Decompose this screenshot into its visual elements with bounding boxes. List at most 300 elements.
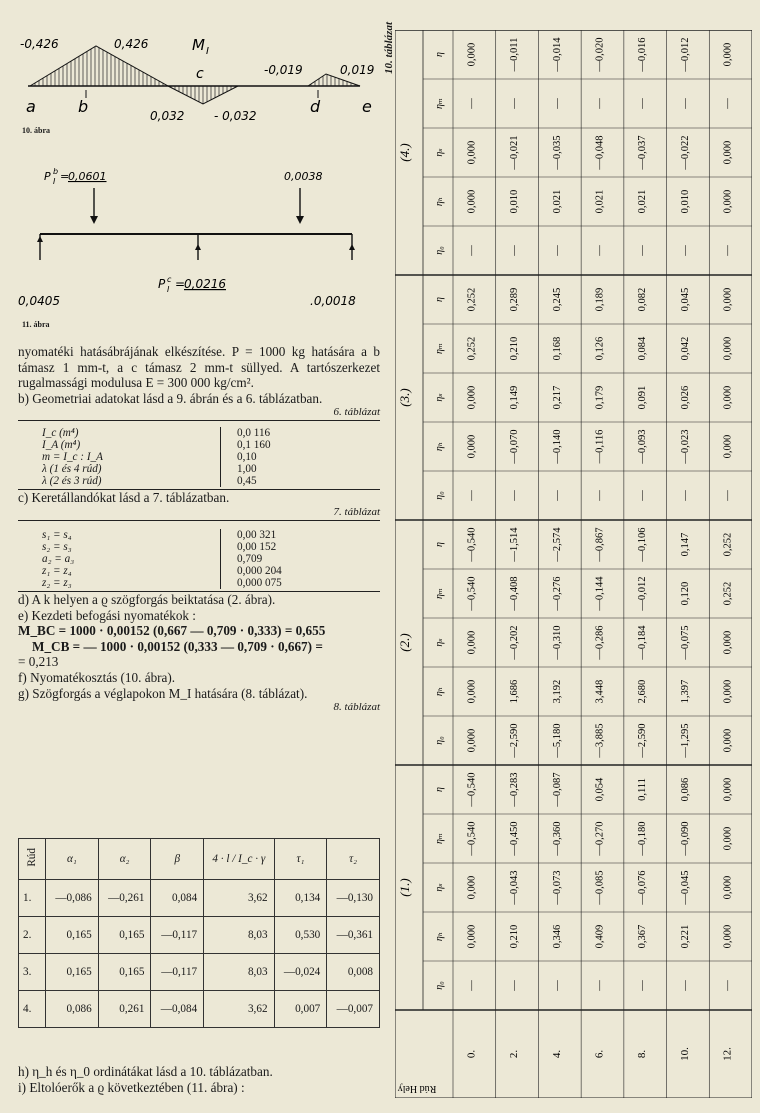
table-10-cell: —0,014 — [551, 37, 563, 72]
table-10-cell: — — [509, 98, 521, 109]
paragraph-2: b) Geometriai adatokat lásd a 9. ábrán és a 6. táblázatban. — [18, 390, 323, 406]
figure-11-forces — [18, 160, 380, 320]
table-10-cell: — — [551, 980, 563, 991]
text-block — [18, 344, 380, 713]
table-10-cell: 0,000 — [722, 875, 734, 900]
svg-text:=: = — [60, 170, 70, 183]
table-10-row-label: 10. — [678, 1047, 691, 1061]
paragraph-7: f) Nyomatékosztás (10. ábra). — [18, 669, 176, 685]
table-8-cell: —0,261 — [98, 880, 151, 917]
value-re: .0,0018 — [310, 294, 356, 308]
table-10-cell: 0,252 — [466, 336, 478, 361]
table-10-cell: — — [679, 245, 691, 256]
table-10-cell: — — [466, 98, 478, 109]
paragraph-9: h) η_h és η_0 ordinátákat lásd a 10. táblázatban. — [18, 1064, 273, 1079]
table-10-cell: 0,367 — [637, 924, 649, 949]
table-10-cell: —2,590 — [509, 723, 521, 758]
label-v-b: 0,426 — [114, 37, 149, 51]
label-v-bc: 0,032 — [150, 109, 185, 123]
label-v-d-left: -0,019 — [264, 63, 303, 77]
figure-10-moment-diagram — [18, 24, 380, 128]
table-7-row — [18, 553, 380, 565]
table-10-row-label: 12. — [721, 1047, 734, 1061]
table-10-cell: —0,540 — [466, 527, 478, 562]
table-8-cell: —0,117 — [151, 954, 204, 991]
figure-10-caption: 10. ábra — [22, 126, 50, 135]
table-10-cell: — — [722, 490, 734, 501]
table-10-cell: — — [466, 980, 478, 991]
table-10-cell: 0,000 — [722, 777, 734, 802]
table-8-row — [19, 880, 380, 917]
table-10-cell: — — [551, 98, 563, 109]
table-10-cell: —0,076 — [637, 870, 649, 905]
table-10-cell: —3,885 — [594, 723, 606, 758]
table-10-group-label: (3.) — [397, 388, 412, 407]
point-e: e — [362, 97, 372, 116]
table-10-cell: —0,450 — [509, 821, 521, 856]
table-6-row — [18, 427, 380, 439]
table-8-cell: 0,134 — [274, 880, 327, 917]
label-c: c — [196, 66, 204, 82]
label-v-cd: - 0,032 — [214, 109, 257, 123]
table-10-col-header: η — [434, 542, 445, 547]
table-8-cell: 8,03 — [204, 917, 274, 954]
table-10-cell: —0,035 — [551, 135, 563, 170]
text-block-bottom — [18, 1064, 380, 1095]
paragraph-5: e) Kezdeti befogási nyomatékok : — [18, 607, 196, 623]
table-10-cell: 0,252 — [466, 287, 478, 312]
table-7-row — [18, 541, 380, 553]
table-8-cell: 3. — [19, 954, 46, 991]
table-8-cell: 0,261 — [98, 991, 151, 1028]
table-10-cell: —0,106 — [637, 527, 649, 562]
table-10-cell: 0,021 — [551, 189, 563, 214]
table-10-col-header: ηₛ — [434, 148, 445, 157]
table-10-row-label: 2. — [508, 1049, 521, 1059]
table-10-cell: 0,149 — [509, 385, 521, 410]
table-10-cell: 0,000 — [722, 385, 734, 410]
table-10-cell: 0,000 — [466, 385, 478, 410]
table-6-value: 0,45 — [237, 475, 257, 488]
table-10-col-header: ηₘ — [434, 342, 445, 355]
table-7-value: 0,709 — [237, 552, 263, 565]
table-8-cell: 8,03 — [204, 954, 274, 991]
table-10-cell: — — [679, 490, 691, 501]
table-10-col-header: ηₘ — [434, 587, 445, 600]
table-8-cell: 1. — [19, 880, 46, 917]
table-10-col-header: ηₕ — [434, 441, 445, 452]
table-8-cell: 3,62 — [204, 880, 274, 917]
left-column — [18, 0, 380, 1113]
table-10-cell: —0,286 — [594, 625, 606, 660]
table-10-cell: 0,000 — [466, 140, 478, 165]
table-10-col-header: η₀ — [434, 981, 445, 990]
table-10-col-header: η₀ — [434, 246, 445, 255]
table-10-cell: —0,012 — [679, 37, 691, 72]
table-10-col-header: ηₘ — [434, 832, 445, 845]
table-6-key: λ (2 és 3 rúd) — [18, 475, 221, 487]
table-10-cell: —0,408 — [509, 576, 521, 611]
table-10-cell: — — [722, 245, 734, 256]
paragraph-4: d) A k helyen a ϱ szögforgás beiktatása (2. ábra). — [18, 591, 380, 608]
table-10-cell: 0,000 — [722, 826, 734, 851]
table-10-cell: —0,116 — [594, 429, 606, 464]
table-8-header: α₁ — [46, 839, 99, 880]
table-10-cell: — — [637, 490, 649, 501]
svg-text:I: I — [53, 177, 56, 186]
paragraph-6b: M_CB = — 1000 · 0,00152 (0,333 — 0,709 · 0,667) = — [32, 638, 323, 654]
paragraph-6c: = 0,213 — [18, 654, 59, 670]
table-10-cell: 0,289 — [509, 287, 521, 312]
table-6-value: 0,1 160 — [237, 439, 271, 452]
arrow-b — [90, 216, 98, 224]
paragraph-1: nyomatéki hatásábrájának elkészítése. P = 1000 kg hatására a b támasz 1 mm-t, a c támasz 2 mm-t süllyed. A tartószerkezet rugalmassági modulusa E = 300 000 kg/cm². — [18, 344, 380, 391]
table-8-cell: 0,086 — [46, 991, 99, 1028]
table-10-col-header: η — [434, 787, 445, 792]
table-10-cell: — — [594, 98, 606, 109]
table-10-cell: 0,252 — [722, 581, 734, 606]
table-7-key: z₁ = z₄ — [18, 565, 221, 577]
table-10-cell: —0,270 — [594, 821, 606, 856]
table-10-cell: 0,346 — [551, 924, 563, 949]
table-10-cell: 0,409 — [594, 924, 606, 949]
table-10-cell: —0,540 — [466, 821, 478, 856]
point-b: b — [78, 97, 89, 116]
table-10-cell: —0,011 — [509, 37, 521, 72]
table-10-cell: 0,084 — [637, 336, 649, 361]
table-10-row-label: 6. — [593, 1049, 606, 1059]
table-10-cell: 2,680 — [637, 679, 649, 704]
table-8-cell: 4. — [19, 991, 46, 1028]
table-10-col-header: η₀ — [434, 736, 445, 745]
table-10-col-header: ηₛ — [434, 883, 445, 892]
table-10-cell: 0,111 — [637, 778, 649, 801]
table-10-group-label: (1.) — [397, 878, 412, 897]
table-8-row — [19, 991, 380, 1028]
table-10-cell: —0,360 — [551, 821, 563, 856]
table-10-cell: 0,000 — [722, 336, 734, 361]
table-6-value: 1,00 — [237, 463, 257, 476]
table-10-cell: —0,012 — [637, 576, 649, 611]
table-10-cell: 0,000 — [722, 630, 734, 655]
table-6-title: 6. táblázat — [333, 406, 380, 419]
table-8-cell: 0,165 — [98, 917, 151, 954]
table-10-cell: 0,245 — [551, 287, 563, 312]
table-10-cell: — — [551, 490, 563, 501]
point-d: d — [310, 97, 321, 116]
table-10-col-header: ηₘ — [434, 97, 445, 110]
table-10-cell: 0,000 — [722, 140, 734, 165]
table-10-cell: 0,000 — [466, 924, 478, 949]
table-10-group-label: (2.) — [397, 633, 412, 652]
table-10-cell: 0,000 — [722, 42, 734, 67]
table-10-cell: —1,295 — [679, 723, 691, 758]
table-10-cell: 0,010 — [509, 189, 521, 214]
table-10-cell: — — [551, 245, 563, 256]
table-10-row-label: 4. — [550, 1049, 563, 1059]
arrow-up-a — [37, 236, 43, 242]
table-8-cell: —0,130 — [327, 880, 380, 917]
table-10-cell: —0,037 — [637, 135, 649, 170]
table-10-cell: — — [509, 490, 521, 501]
table-10-cell: 1,397 — [679, 679, 691, 704]
table-10-cell: — — [722, 98, 734, 109]
table-10-cell: — — [594, 245, 606, 256]
table-10-cell: —1,514 — [509, 527, 521, 562]
table-8-title: 8. táblázat — [333, 701, 380, 714]
table-10-cell: —0,085 — [594, 870, 606, 905]
table-10-col-header: ηₛ — [434, 638, 445, 647]
table-10 — [395, 30, 752, 1098]
table-10-cell: 0,010 — [679, 189, 691, 214]
table-10-cell: —0,022 — [679, 135, 691, 170]
table-10-cell: — — [722, 980, 734, 991]
table-10-cell: —0,020 — [594, 37, 606, 72]
label-moment: M — [192, 36, 205, 54]
table-10-cell: —0,023 — [679, 429, 691, 464]
table-10-cell: —0,045 — [679, 870, 691, 905]
table-10-cell: —0,540 — [466, 576, 478, 611]
svg-text:I: I — [167, 285, 170, 294]
table-10-cell: —0,276 — [551, 576, 563, 611]
table-8-cell: 0,165 — [46, 954, 99, 991]
value-pd: 0,0038 — [284, 170, 323, 183]
table-8-cell: 0,165 — [98, 954, 151, 991]
table-8-cell: —0,084 — [151, 991, 204, 1028]
table-10-cell: 0,000 — [722, 189, 734, 214]
table-10-cell: — — [637, 98, 649, 109]
table-6-key: I_A (m⁴) — [18, 439, 221, 451]
table-10-cell: —0,075 — [679, 625, 691, 660]
table-10-cell: 3,448 — [594, 679, 606, 704]
table-10-cell: — — [637, 980, 649, 991]
table-7-key: z₂ = z₃ — [18, 577, 221, 589]
moment-area-ab — [30, 46, 168, 86]
table-10-cell: —0,048 — [594, 135, 606, 170]
table-10-cell: 0,252 — [722, 532, 734, 557]
table-10-cell: — — [466, 490, 478, 501]
table-10-cell: —0,144 — [594, 576, 606, 611]
table-8-header: τ₂ — [327, 839, 380, 880]
table-10-col-header: η — [434, 52, 445, 57]
table-7-row — [18, 577, 380, 589]
table-10-cell: 0,000 — [466, 679, 478, 704]
paragraph-3: c) Keretállandókat lásd a 7. táblázatban. — [18, 489, 380, 506]
table-10-title: 10. táblázat — [383, 22, 395, 74]
table-7-key: s₂ = s₃ — [18, 541, 221, 553]
table-8-cell: —0,086 — [46, 880, 99, 917]
table-10-cell: —0,202 — [509, 625, 521, 660]
table-6-value: 0,10 — [237, 451, 257, 464]
table-10-cell: 0,000 — [722, 679, 734, 704]
table-10-cell: 0,042 — [679, 336, 691, 361]
table-10-cell: —0,043 — [509, 870, 521, 905]
table-10-cell: —0,140 — [551, 429, 563, 464]
table-10-cell: —2,590 — [637, 723, 649, 758]
table-10-cell: 0,000 — [466, 630, 478, 655]
table-8-header: Rúd — [19, 839, 46, 880]
paragraph-8: g) Szögforgás a véglapokon M_I hatására (8. táblázat). — [18, 685, 308, 701]
table-7-row — [18, 529, 380, 541]
table-10-col-header: η — [434, 297, 445, 302]
label-v-d-right: 0,019 — [340, 63, 375, 77]
table-10-cell: 0,179 — [594, 385, 606, 410]
table-10-col-header: ηₕ — [434, 931, 445, 942]
figure-11-caption: 11. ábra — [22, 320, 50, 329]
table-10-cell: 0,021 — [637, 189, 649, 214]
table-10-cell: 0,210 — [509, 924, 521, 949]
paragraph-6a: M_BC = 1000 · 0,00152 (0,667 — 0,709 · 0,333) = 0,655 — [18, 623, 326, 639]
table-10-cell: 3,192 — [551, 679, 563, 704]
table-8-cell: 2. — [19, 917, 46, 954]
svg-text:b: b — [53, 167, 59, 176]
table-10-cell: —0,180 — [637, 821, 649, 856]
table-10-cell: — — [509, 245, 521, 256]
table-8-cell: 3,62 — [204, 991, 274, 1028]
table-8-header: τ₁ — [274, 839, 327, 880]
table-10-cell: 1,686 — [509, 679, 521, 704]
label-v-a: -0,426 — [20, 37, 59, 51]
table-10-cell: 0,000 — [722, 924, 734, 949]
table-7-row — [18, 565, 380, 577]
table-10-corner-header: Rúd Hely — [397, 1083, 437, 1094]
table-10-cell: 0,000 — [466, 875, 478, 900]
table-10-cell: — — [679, 98, 691, 109]
table-10-row-label: 8. — [636, 1049, 649, 1059]
table-10-cell: 0,210 — [509, 336, 521, 361]
table-10-frame — [395, 30, 752, 1098]
table-6-row — [18, 475, 380, 487]
table-10-cell: 0,021 — [594, 189, 606, 214]
table-10-cell: —0,283 — [509, 772, 521, 807]
table-10-cell: 0,126 — [594, 336, 606, 361]
table-10-cell: —0,073 — [551, 870, 563, 905]
table-10-cell: 0,189 — [594, 287, 606, 312]
table-8-header: β — [151, 839, 204, 880]
table-7-key: a₂ = a₃ — [18, 553, 221, 565]
table-8-cell: 0,008 — [327, 954, 380, 991]
table-10-cell: 0,000 — [722, 728, 734, 753]
table-10-cell: —2,574 — [551, 527, 563, 562]
table-10-cell: 0,221 — [679, 924, 691, 949]
table-8-cell: 0,007 — [274, 991, 327, 1028]
arrow-up-c — [195, 244, 201, 250]
table-8-cell: 0,165 — [46, 917, 99, 954]
table-7-value: 0,000 075 — [237, 576, 282, 589]
table-10-cell: —0,184 — [637, 625, 649, 660]
table-8-header: 4 · l / I_c · γ — [204, 839, 274, 880]
table-8-cell: —0,024 — [274, 954, 327, 991]
table-10-cell: 0,000 — [722, 434, 734, 459]
table-8-row — [19, 954, 380, 991]
table-10-cell: 0,000 — [466, 189, 478, 214]
value-pc: 0,0216 — [184, 277, 226, 291]
paragraph-10: i) Eltolóerők a ϱ következtében (11. ábra) : — [18, 1079, 245, 1095]
table-10-cell: — — [594, 980, 606, 991]
table-10-cell: —0,093 — [637, 429, 649, 464]
svg-text:=: = — [175, 277, 186, 291]
table-10-cell: —0,090 — [679, 821, 691, 856]
table-10-cell: —0,310 — [551, 625, 563, 660]
svg-text:c: c — [167, 275, 172, 284]
table-10-cell: —0,021 — [509, 135, 521, 170]
table-10-cell: —0,087 — [551, 772, 563, 807]
table-8 — [18, 838, 380, 1028]
table-8-header: α₂ — [98, 839, 151, 880]
table-7-key: s₁ = s₄ — [18, 529, 221, 541]
table-10-cell: — — [466, 245, 478, 256]
value-pb: 0,0601 — [68, 170, 107, 183]
table-6-grid — [18, 427, 380, 487]
table-10-cell: 0,000 — [466, 434, 478, 459]
table-10-cell: 0,026 — [679, 385, 691, 410]
table-10-cell: 0,000 — [722, 287, 734, 312]
value-ra: 0,0405 — [18, 294, 60, 308]
table-10-cell: — — [594, 490, 606, 501]
table-10-cell: —0,016 — [637, 37, 649, 72]
table-8-cell: 0,084 — [151, 880, 204, 917]
table-10-group-label: (4.) — [397, 143, 412, 162]
table-6-row — [18, 451, 380, 463]
table-10-cell: 0,000 — [466, 42, 478, 67]
table-7-grid — [18, 529, 380, 589]
table-6-row — [18, 463, 380, 475]
table-10-cell: 0,147 — [679, 532, 691, 557]
table-10-cell: 0,054 — [594, 777, 606, 802]
table-10-cell: — — [679, 980, 691, 991]
label-moment-sub: I — [206, 46, 209, 57]
point-a: a — [26, 97, 36, 116]
table-10-cell: —0,070 — [509, 429, 521, 464]
arrow-d — [296, 216, 304, 224]
table-7-title: 7. táblázat — [333, 505, 380, 518]
table-8-cell: 0,530 — [274, 917, 327, 954]
table-7-value: 0,00 152 — [237, 540, 277, 553]
table-6-key: λ (1 és 4 rúd) — [18, 463, 221, 475]
table-10-cell: 0,217 — [551, 385, 563, 410]
table-10-cell: —5,180 — [551, 723, 563, 758]
table-6-row — [18, 439, 380, 451]
table-8-row — [19, 917, 380, 954]
label-pc: P — [158, 277, 166, 291]
table-10-cell: 0,082 — [637, 287, 649, 312]
table-10-cell: 0,168 — [551, 336, 563, 361]
table-10-col-header: ηₕ — [434, 196, 445, 207]
table-10-col-header: η₀ — [434, 491, 445, 500]
table-10-cell: 0,086 — [679, 777, 691, 802]
table-10-cell: 0,120 — [679, 581, 691, 606]
table-10-cell: 0,045 — [679, 287, 691, 312]
table-10-cell: — — [509, 980, 521, 991]
table-8-cell: —0,117 — [151, 917, 204, 954]
moment-area-c — [168, 86, 238, 104]
table-10-cell: — — [637, 245, 649, 256]
table-8-cell: —0,361 — [327, 917, 380, 954]
table-6-value: 0,0 116 — [237, 427, 271, 440]
table-10-col-header: ηₕ — [434, 686, 445, 697]
table-6-key: m = I_c : I_A — [18, 451, 221, 463]
table-7-value: 0,000 204 — [237, 564, 282, 577]
table-8-cell: —0,007 — [327, 991, 380, 1028]
table-6 — [18, 420, 380, 487]
table-10-col-header: ηₛ — [434, 393, 445, 402]
table-6-key: I_c (m⁴) — [18, 427, 221, 439]
table-7 — [18, 520, 380, 589]
table-10-cell: —0,540 — [466, 772, 478, 807]
arrow-up-e — [349, 244, 355, 250]
table-10-cell: 0,000 — [466, 728, 478, 753]
table-10-cell: —0,867 — [594, 527, 606, 562]
